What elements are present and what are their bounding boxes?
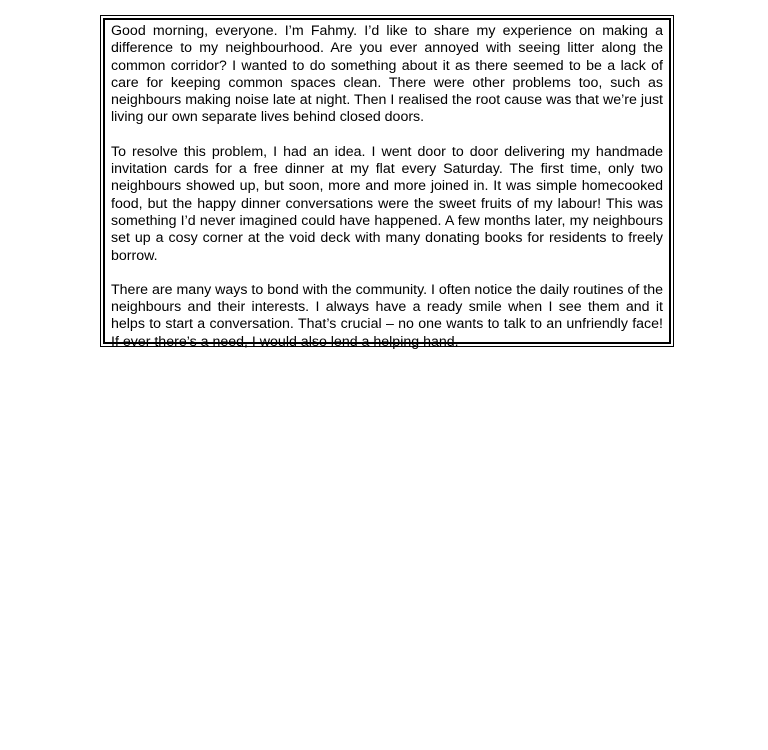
paragraph-bonding: There are many ways to bond with the community. I often notice the daily routines of the neighbours and their interests. I always have a ready smile when I see them and it helps to start a conversation. That’s crucial – no one wants to talk to an unfriendly face! If ever there’s a need, I would also lend a helping hand. bbox=[111, 281, 663, 350]
passage-box-inner bbox=[103, 18, 671, 350]
passage-box bbox=[100, 15, 674, 350]
paragraph-introduction: Good morning, everyone. I’m Fahmy. I’d like to share my experience on making a difference to my neighbourhood. Are you ever annoyed with seeing litter along the common corridor? I wanted to do something about it as there seemed to be a lack of care for keeping common spaces clean. There were other problems too, such as neighbours making noise late at night. Then I realised the root cause was that we’re just living our own separate lives behind closed doors. bbox=[111, 23, 663, 126]
paragraph-solution: To resolve this problem, I had an idea. I went door to door delivering my handmade invitation cards for a free dinner at my flat every Saturday. The first time, only two neighbours showed up, but soon, more and more joined in. It was simple homecooked food, but the happy dinner conversations were the sweet fruits of my labour! This was something I’d never imagined could have happened. A few months later, my neighbours set up a cosy corner at the void deck with many donating books for residents to freely borrow. bbox=[111, 143, 663, 264]
